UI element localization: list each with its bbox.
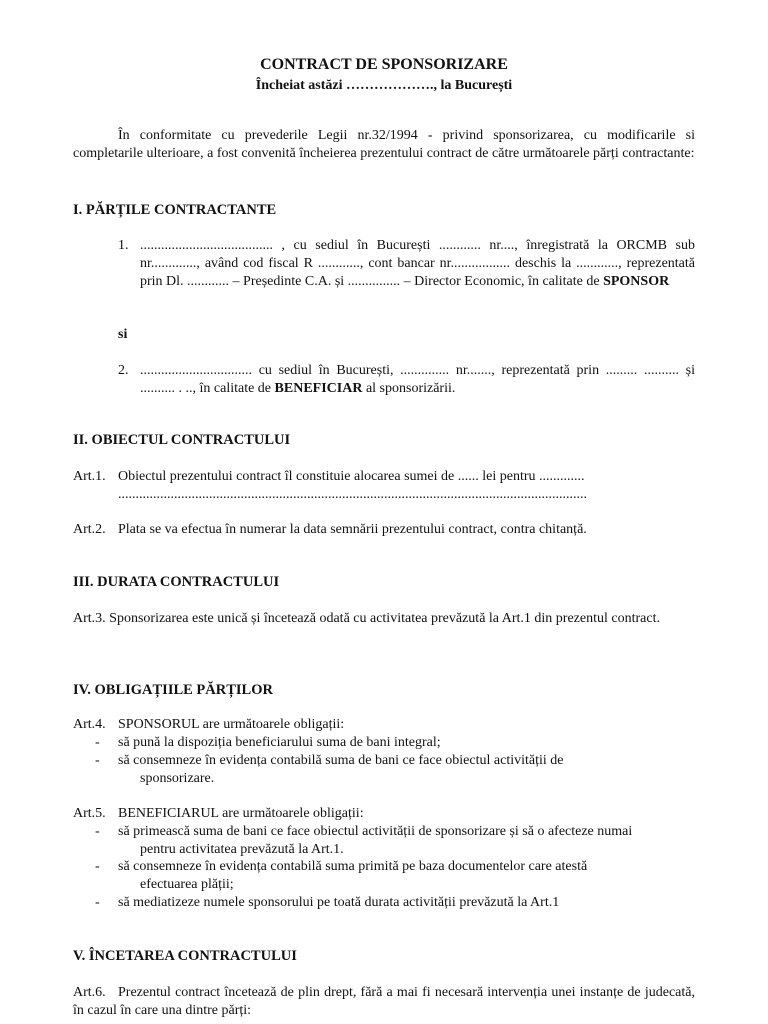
party-2-tail: al sponsorizării. bbox=[365, 381, 456, 396]
section-4-heading: IV. OBLIGAȚIILE PĂRȚILOR bbox=[73, 682, 273, 698]
document-subtitle: Încheiat astăzi ………………., la București bbox=[255, 78, 513, 93]
and-separator: si bbox=[118, 327, 128, 342]
article-6 bbox=[73, 984, 695, 1020]
bullet-dash: - bbox=[95, 895, 100, 910]
article-1 bbox=[73, 468, 695, 504]
list-item-text: să consemneze în evidența contabilă suma de bani ce face obiectul activității de bbox=[118, 753, 564, 768]
party-2-description: ................................ cu sediul în București, .............. nr......., reprezentată prin ......... .......... și .......... . .., în calitate de bbox=[140, 363, 695, 396]
article-1-dotted-line: ...................................................................................................................................... bbox=[118, 487, 587, 502]
list-item bbox=[95, 823, 695, 859]
list-item-text: să primească suma de bani ce face obiectul activității de sponsorizare și să o afecteze numai bbox=[118, 824, 633, 839]
document-title: CONTRACT DE SPONSORIZARE bbox=[260, 56, 508, 73]
party-1-text bbox=[140, 237, 695, 291]
article-6-label: Art.6. bbox=[73, 985, 106, 1000]
article-5-text: BENEFICIARUL are următoarele obligații: bbox=[118, 806, 364, 821]
party-1-description: ...................................... , cu sediul în București ............ nr...., înregistrată la ORCMB sub nr............., având cod fiscal R ............, cont bancar nr................. deschis la ............, reprezentată prin Dl. ............ – Președinte C.A. și ............... – Director Economic, în calitate de bbox=[140, 238, 695, 289]
list-item bbox=[95, 752, 695, 788]
section-3-heading: III. DURATA CONTRACTULUI bbox=[73, 574, 280, 590]
section-5-heading: V. ÎNCETAREA CONTRACTULUI bbox=[73, 948, 297, 964]
article-1-text: Obiectul prezentului contract îl constituie alocarea sumei de ...... lei pentru ............. bbox=[118, 469, 585, 484]
bullet-dash: - bbox=[95, 859, 100, 874]
list-item-text: să mediatizeze numele sponsorului pe toată durata activității prevăzută la Art.1 bbox=[118, 895, 560, 910]
list-item bbox=[95, 894, 695, 912]
party-2-role: BENEFICIAR bbox=[274, 381, 363, 396]
list-item-continuation: pentru activitatea prevăzută la Art.1. bbox=[140, 842, 344, 857]
party-2-number: 2. bbox=[118, 363, 129, 378]
party-1-role: SPONSOR bbox=[603, 274, 670, 289]
article-2-label: Art.2. bbox=[73, 522, 106, 537]
article-4 bbox=[73, 716, 695, 734]
list-item-continuation: efectuarea plății; bbox=[140, 877, 234, 892]
article-6-text: Prezentul contract încetează de plin drept, fără a mai fi necesară intervenția unei instanțe de judecată, în cazul în care una dintre părți: bbox=[73, 985, 695, 1018]
party-2-text bbox=[140, 362, 695, 398]
article-5 bbox=[73, 805, 695, 823]
bullet-dash: - bbox=[95, 824, 100, 839]
party-1-number: 1. bbox=[118, 238, 129, 253]
list-item bbox=[95, 858, 695, 894]
article-4-label: Art.4. bbox=[73, 717, 106, 732]
article-1-label: Art.1. bbox=[73, 469, 106, 484]
list-item bbox=[95, 734, 695, 752]
article-3-text: Sponsorizarea este unică și încetează odată cu activitatea prevăzută la Art.1 din prezentul contract. bbox=[109, 611, 660, 626]
list-item-continuation: sponsorizare. bbox=[140, 771, 215, 786]
article-3-label: Art.3. bbox=[73, 611, 106, 626]
bullet-dash: - bbox=[95, 735, 100, 750]
intro-paragraph: În conformitate cu prevederile Legii nr.32/1994 - privind sponsorizarea, cu modificarile si completarile ulterioare, a fost convenită încheierea prezentului contract de către următoarele părți contractante: bbox=[73, 128, 695, 161]
section-1-heading: I. PĂRȚILE CONTRACTANTE bbox=[73, 202, 277, 218]
article-3 bbox=[73, 610, 695, 628]
list-item-text: să pună la dispoziția beneficiarului suma de bani integral; bbox=[118, 735, 441, 750]
article-4-text: SPONSORUL are următoarele obligații: bbox=[118, 717, 345, 732]
list-item-text: să consemneze în evidența contabilă suma primită pe baza documentelor care atestă bbox=[118, 859, 588, 874]
bullet-dash: - bbox=[95, 753, 100, 768]
article-2 bbox=[73, 521, 695, 539]
section-2-heading: II. OBIECTUL CONTRACTULUI bbox=[73, 432, 291, 448]
article-2-text: Plata se va efectua în numerar la data semnării prezentului contract, contra chitanță. bbox=[118, 522, 587, 537]
article-5-label: Art.5. bbox=[73, 806, 106, 821]
